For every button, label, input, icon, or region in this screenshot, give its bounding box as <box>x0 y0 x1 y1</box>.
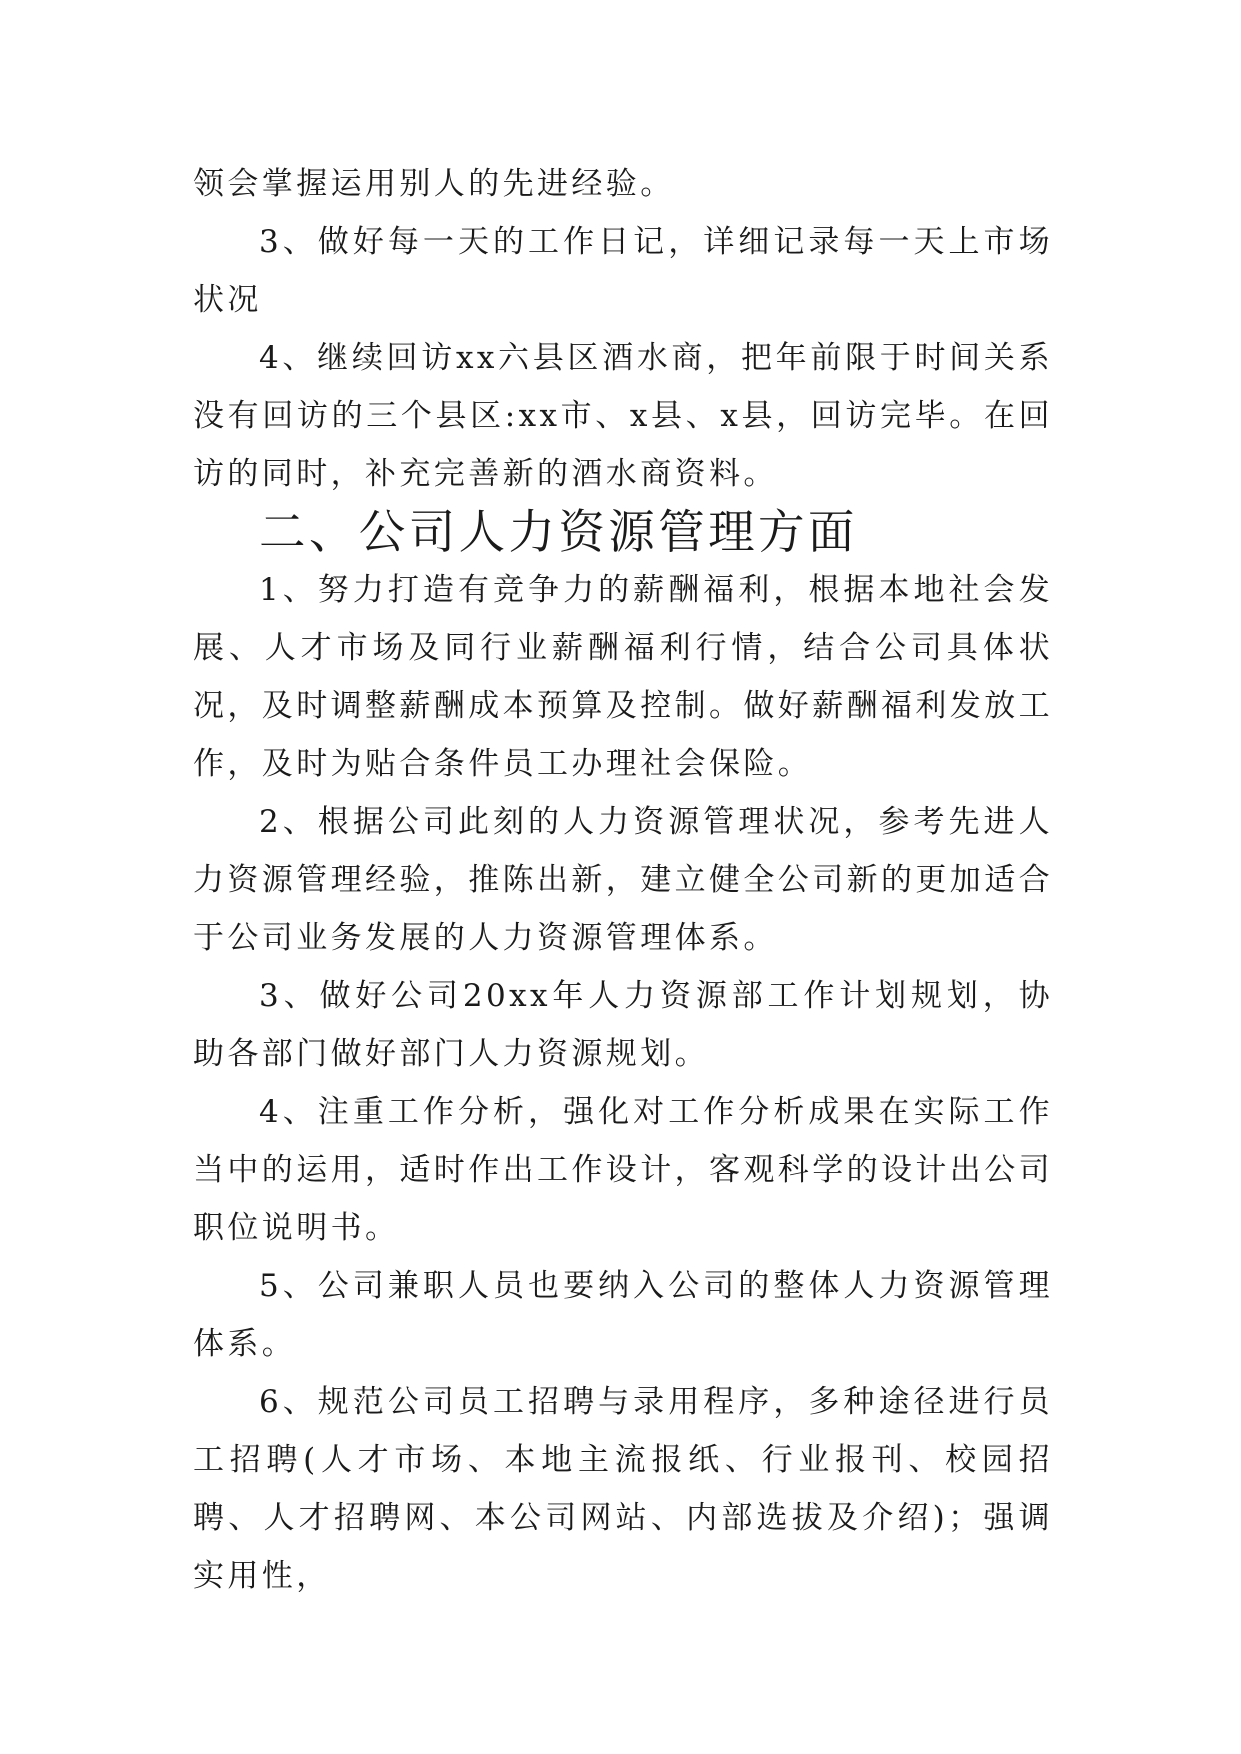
section-heading: 二、公司人力资源管理方面 <box>259 505 858 559</box>
paragraph-2: 3、做好每一天的工作日记，详细记录每一天上市场状况 <box>193 224 1053 318</box>
paragraph-10: 6、规范公司员工招聘与录用程序，多种途径进行员工招聘(人才市场、本地主流报纸、行业报刊、校园招聘、人才招聘网、本公司网站、内部选拔及介绍)；强调实用性， <box>193 1384 1053 1594</box>
paragraph-9: 5、公司兼职人员也要纳入公司的整体人力资源管理体系。 <box>193 1268 1053 1362</box>
paragraph-3: 4、继续回访xx六县区酒水商，把年前限于时间关系没有回访的三个县区:xx市、x县、x县，回访完毕。在回访的同时，补充完善新的酒水商资料。 <box>193 340 1053 492</box>
paragraph-1: 领会掌握运用别人的先进经验。 <box>193 166 675 202</box>
paragraph-8: 4、注重工作分析，强化对工作分析成果在实际工作当中的运用，适时作出工作设计，客观科学的设计出公司职位说明书。 <box>193 1094 1053 1246</box>
paragraph-5: 1、努力打造有竞争力的薪酬福利，根据本地社会发展、人才市场及同行业薪酬福利行情，结合公司具体状况，及时调整薪酬成本预算及控制。做好薪酬福利发放工作，及时为贴合条件员工办理社会保险。 <box>193 572 1053 782</box>
paragraph-7: 3、做好公司20xx年人力资源部工作计划规划，协助各部门做好部门人力资源规划。 <box>193 978 1053 1072</box>
paragraph-6: 2、根据公司此刻的人力资源管理状况，参考先进人力资源管理经验，推陈出新，建立健全公司新的更加适合于公司业务发展的人力资源管理体系。 <box>193 804 1053 956</box>
document-body <box>193 155 1053 1605</box>
